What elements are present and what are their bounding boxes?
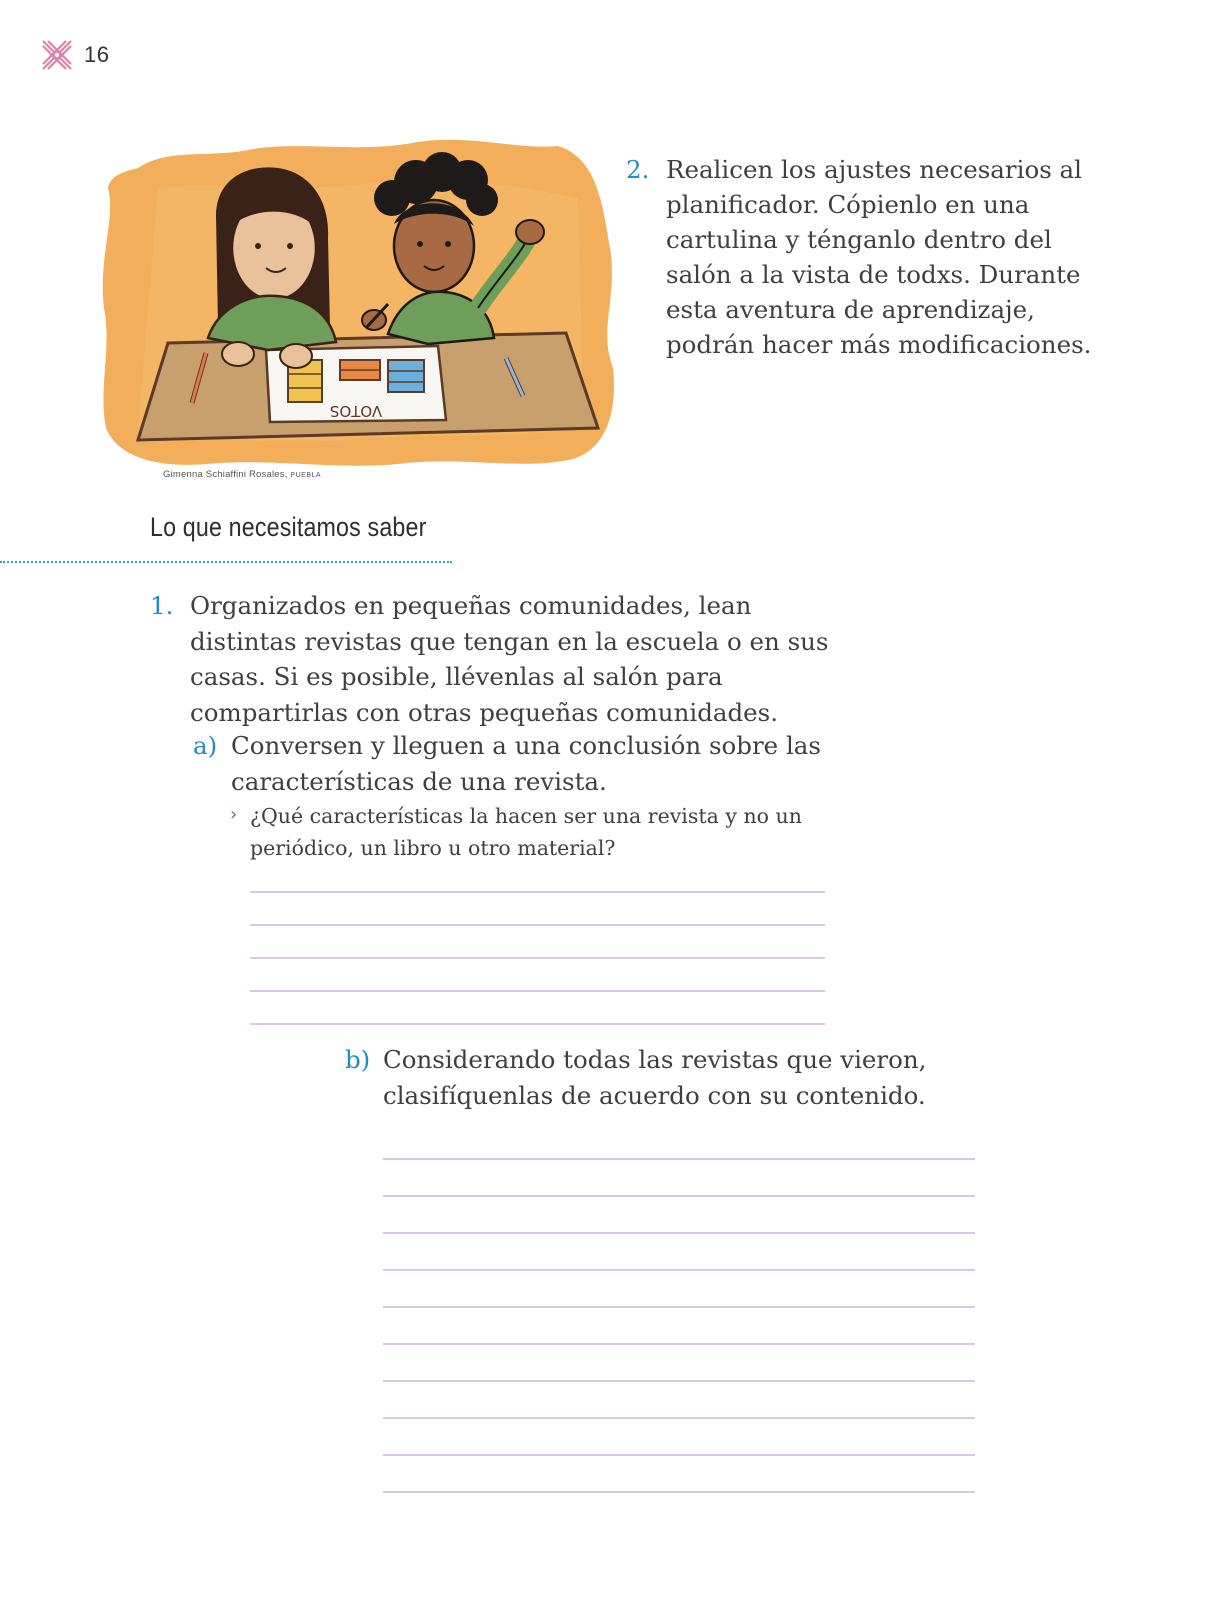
- answer-lines-b[interactable]: [383, 1158, 975, 1508]
- writing-line[interactable]: [383, 1158, 975, 1160]
- pink-woven-star-icon: [40, 38, 74, 72]
- answer-lines-a[interactable]: [250, 891, 825, 1031]
- writing-line[interactable]: [250, 1023, 825, 1025]
- writing-line[interactable]: [250, 957, 825, 959]
- writing-line[interactable]: [383, 1417, 975, 1419]
- page-folio: [40, 38, 109, 72]
- writing-line[interactable]: [383, 1306, 975, 1308]
- chevron-right-icon: ›: [230, 804, 238, 825]
- writing-line[interactable]: [383, 1232, 975, 1234]
- illustrator-place: PUEBLA: [290, 472, 322, 479]
- instruction-step-1: [150, 588, 830, 730]
- illustration-credit: [163, 469, 321, 480]
- sub-text: Conversen y lleguen a una conclusión sobre las características de una revista.: [231, 731, 821, 796]
- two-children-planning-votes-illustration: [98, 128, 618, 470]
- sub-instruction-b: [345, 1042, 985, 1113]
- step-text: Organizados en pequeñas comunidades, lean distintas revistas que tengan en la escuela o en sus casas. Si es posible, llévenlas al salón para compartirlas con otras pequeñas comunidades.: [190, 591, 829, 727]
- sub-label: a): [193, 731, 218, 760]
- writing-line[interactable]: [250, 990, 825, 992]
- step-text: Realicen los ajustes necesarios al planificador. Cópienlo en una cartulina y ténganlo dentro del salón a la vista de todxs. Durante esta aventura de aprendizaje, podrán hacer más modificaciones.: [666, 155, 1092, 359]
- sub-label: b): [345, 1045, 371, 1074]
- sub-instruction-a: [193, 728, 833, 799]
- question-text: ¿Qué características la hacen ser una revista y no un periódico, un libro u otro material?: [250, 804, 802, 860]
- writing-line[interactable]: [383, 1343, 975, 1345]
- writing-line[interactable]: [383, 1269, 975, 1271]
- illustrator-name: Gimenna Schiaffini Rosales,: [163, 469, 288, 480]
- writing-line[interactable]: [383, 1454, 975, 1456]
- writing-line[interactable]: [383, 1491, 975, 1493]
- section-divider: [0, 561, 452, 563]
- sub-text: Considerando todas las revistas que vieron, clasifíquenlas de acuerdo con su contenido.: [383, 1045, 927, 1110]
- writing-line[interactable]: [383, 1195, 975, 1197]
- votos-board-label: VOTOS: [329, 402, 383, 420]
- section-title: Lo que necesitamos saber: [150, 512, 427, 542]
- writing-line[interactable]: [383, 1380, 975, 1382]
- page-number: 16: [84, 42, 110, 67]
- writing-line[interactable]: [250, 891, 825, 893]
- writing-line[interactable]: [250, 924, 825, 926]
- step-number: 1.: [150, 591, 174, 620]
- guiding-question: [230, 800, 830, 864]
- instruction-step-2: [626, 152, 1096, 362]
- step-number: 2.: [626, 155, 650, 184]
